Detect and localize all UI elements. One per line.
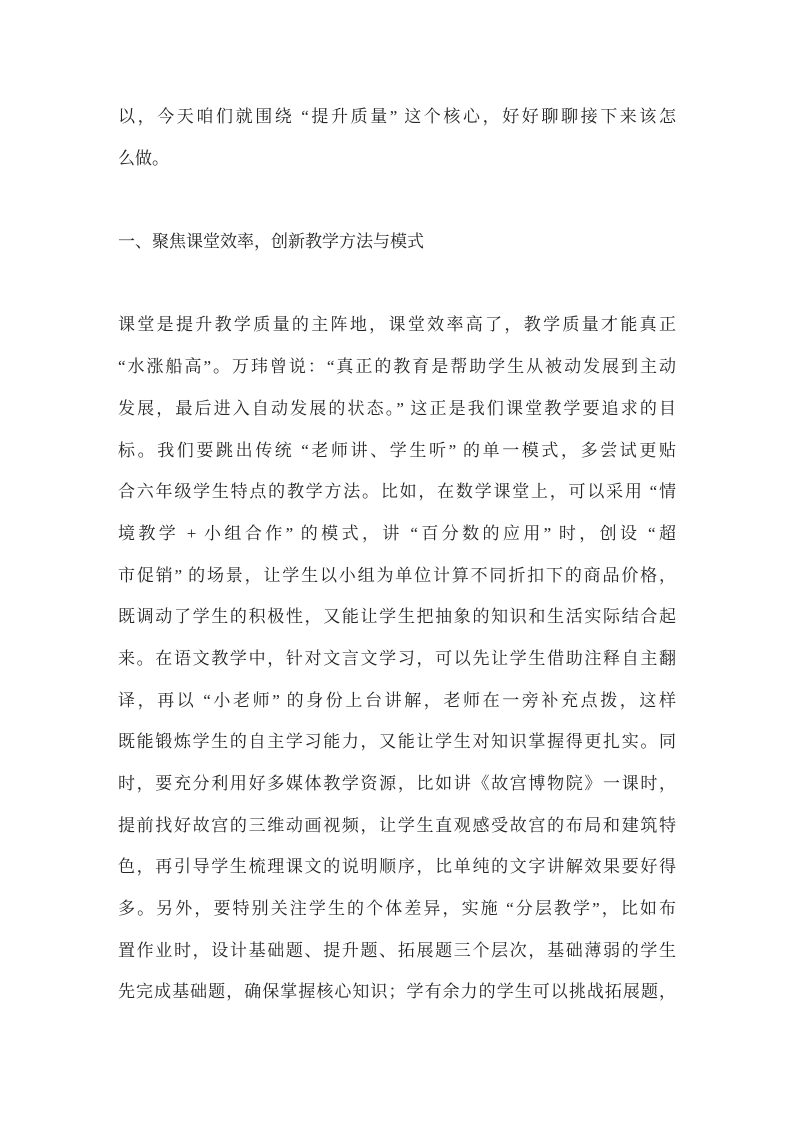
paragraph-line: 么做。 xyxy=(118,148,169,168)
paragraph-line: 既调动了学生的积极性，又能让学生把抽象的知识和生活实际结合起 xyxy=(118,607,676,627)
paragraph-line: 既能锻炼学生的自主学习能力，又能让学生对知识掌握得更扎实。同 xyxy=(118,732,676,752)
paragraph-line: 标。我们要跳出传统 “老师讲、学生听” 的单一模式，多尝试更贴 xyxy=(118,440,676,460)
paragraph-line: 课堂是提升教学质量的主阵地，课堂效率高了，教学质量才能真正 xyxy=(118,315,676,335)
blank-line xyxy=(118,263,676,305)
page-text-content xyxy=(118,96,676,1013)
paragraph-line: 来。在语文教学中，针对文言文学习，可以先让学生借助注释自主翻 xyxy=(118,648,676,668)
paragraph-line: 以，今天咱们就围绕 “提升质量” 这个核心，好好聊聊接下来该怎 xyxy=(118,107,676,126)
section-heading: 一、聚焦课堂效率，创新教学方法与模式 xyxy=(118,232,424,252)
paragraph-line: 市促销” 的场景，让学生以小组为单位计算不同折扣下的商品价格， xyxy=(118,565,676,585)
paragraph-line: 色，再引导学生梳理课文的说明顺序，比单纯的文字讲解效果要好得 xyxy=(118,857,676,877)
paragraph-line: 译，再以 “小老师” 的身份上台讲解，老师在一旁补充点拨，这样 xyxy=(118,690,676,710)
paragraph-line: 先完成基础题，确保掌握核心知识；学有余力的学生可以挑战拓展题， xyxy=(118,982,676,1002)
blank-line xyxy=(118,179,676,221)
paragraph-line: 境教学 + 小组合作” 的模式，讲 “百分数的应用” 时，创设 “超 xyxy=(118,523,676,543)
paragraph-line: “水涨船高”。万玮曾说：“真正的教育是帮助学生从被动发展到主动 xyxy=(118,357,676,377)
paragraph-line: 发展，最后进入自动发展的状态。” 这正是我们课堂教学要追求的目 xyxy=(118,398,676,418)
paragraph-line: 时，要充分利用好多媒体教学资源，比如讲《故宫博物院》一课时， xyxy=(118,774,676,793)
paragraph-line: 合六年级学生特点的教学方法。比如，在数学课堂上，可以采用 “情 xyxy=(118,482,676,502)
paragraph-line: 多。另外，要特别关注学生的个体差异，实施 “分层教学”，比如布 xyxy=(118,899,676,919)
paragraph-line: 提前找好故宫的三维动画视频，让学生直观感受故宫的布局和建筑特 xyxy=(118,815,676,835)
paragraph-line: 置作业时，设计基础题、提升题、拓展题三个层次，基础薄弱的学生 xyxy=(118,940,676,960)
